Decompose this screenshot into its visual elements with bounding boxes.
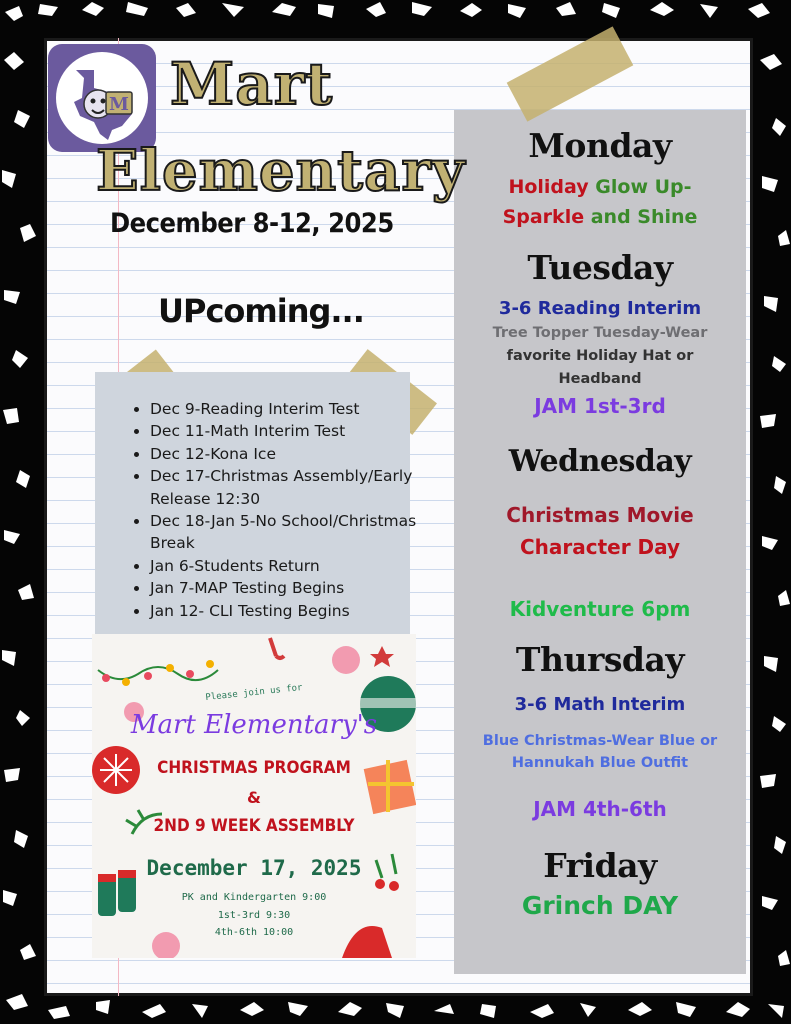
monday-theme-part2: Glow Up- [595,176,692,198]
upcoming-heading: UPcoming... [158,292,364,330]
flyer-time3: 4th-6th 10:00 [214,927,294,938]
flyer-time2: 1st-3rd 9:30 [217,910,291,921]
flyer-time1: PK and Kindergarten 9:00 [181,892,327,903]
svg-text:M: M [109,94,129,115]
day-wednesday: Wednesday [508,444,692,479]
thursday-event2-line1: Blue Christmas-Wear Blue or [482,733,718,749]
wednesday-event1-line2: Character Day [519,535,681,559]
list-item: • Jan 6-Students Return [150,555,420,577]
tuesday-event2-line3: Headband [558,371,642,387]
list-item: • Dec 11-Math Interim Test [150,420,420,442]
thursday-event1: 3-6 Math Interim [514,694,686,715]
monday-theme-line1 [454,176,746,198]
day-thursday: Thursday [515,640,685,679]
monday-theme-part1: Holiday [508,176,589,198]
day-tuesday: Tuesday [527,248,673,287]
monday-theme-part3: Sparkle [502,206,585,228]
flyer-ampersand: & [247,788,261,807]
list-item: • Dec 12-Kona Ice [150,443,420,465]
list-item: • Dec 18-Jan 5-No School/Christmas Break [150,510,420,555]
texas-wildcat-icon [56,52,148,144]
tuesday-event2-line2: favorite Holiday Hat or [506,348,694,364]
flyer-date: December 17, 2025 [146,856,362,880]
tuesday-event3: JAM 1st-3rd [534,394,666,418]
logo-badge [56,52,148,144]
school-name-line2: Elementary [96,138,466,204]
monday-theme-line2 [454,206,746,228]
thursday-event2-line2: Hannukah Blue Outfit [511,755,689,771]
week-dates: December 8-12, 2025 [110,208,394,239]
flyer-invite: Please join us for [204,682,304,704]
school-logo [48,44,156,152]
flyer-school: Mart Elementary's [130,710,378,740]
wednesday-event2: Kidventure 6pm [509,597,691,621]
monday-theme-part4: and Shine [590,206,698,228]
christmas-program-flyer [92,634,416,958]
list-item: • Dec 17-Christmas Assembly/Early Release 12:30 [150,465,420,510]
flyer-line1: CHRISTMAS PROGRAM [157,758,351,778]
flyer-line2: 2ND 9 WEEK ASSEMBLY [153,816,355,836]
list-item: • Jan 12- CLI Testing Begins [150,600,420,622]
wednesday-event1-line1: Christmas Movie [506,503,694,527]
day-friday: Friday [543,846,657,885]
list-item: • Dec 9-Reading Interim Test [150,398,420,420]
upcoming-list [128,398,420,622]
tuesday-event2-line1: Tree Topper Tuesday-Wear [492,325,708,341]
tuesday-event1: 3-6 Reading Interim [498,298,702,319]
school-name-line1: Mart [170,50,334,118]
thursday-event3: JAM 4th-6th [533,797,667,821]
day-monday: Monday [528,126,672,165]
list-item: • Jan 7-MAP Testing Begins [150,577,420,599]
friday-event1: Grinch DAY [521,891,679,920]
